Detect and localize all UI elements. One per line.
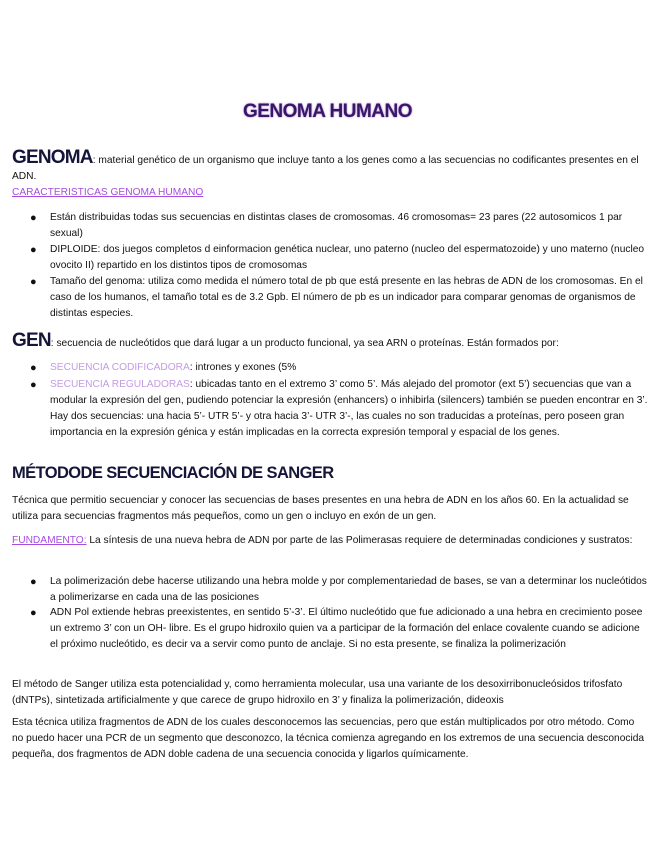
fundamento-text: La síntesis de una nueva hebra de ADN por parte de las Polimerasas requiere de determinadas condiciones y sustratos: bbox=[86, 535, 633, 546]
sanger-paragraph-2: El método de Sanger utiliza esta potencialidad y, como herramienta molecular, usa una variante de los desoxirribonucleósidos trifosfato (dNTPs), sintetizada artificialmente y que carece de grupo hidroxilo en 3’ y finaliza la polimerización, dideoxis bbox=[12, 679, 623, 706]
genoma-bullet-3 bbox=[30, 274, 648, 322]
bullet-icon: ● bbox=[30, 379, 37, 391]
bullet-icon: ● bbox=[30, 212, 37, 224]
genoma-term: GENOMA bbox=[12, 147, 93, 168]
sanger-paragraph-3: Esta técnica utiliza fragmentos de ADN de los cuales desconocemos las secuencias, pero que están multiplicados por otro método. Como no puedo hacer una PCR de un segmento que desconozco, la técnica comienza agregando en los extremos de una secuencia desconocida pequeña, dos fragmentos de ADN doble cadena de una secuencia conocida y ligarlos químicamente. bbox=[12, 717, 645, 760]
gen-term: GEN bbox=[12, 330, 51, 351]
genoma-definition-text: : material genético de un organismo que incluye tanto a los genes como a las secuencias no codificantes presentes en el ADN. bbox=[12, 155, 639, 182]
gen-definition-text: : secuencia de nucleótidos que dará lugar a un producto funcional, ya sea ARN o proteínas. Están formados por: bbox=[50, 338, 559, 349]
gen-bullet-label: SECUENCIA REGULADORAS bbox=[50, 379, 190, 390]
bullet-icon: ● bbox=[30, 576, 37, 588]
genoma-bullet-2 bbox=[30, 242, 648, 274]
sanger-bullet-1 bbox=[30, 574, 648, 606]
bullet-icon: ● bbox=[30, 362, 37, 374]
bullet-text: DIPLOIDE: dos juegos completos d einformacion genética nuclear, uno paterno (nucleo del espermatozoide) y uno materno (nucleo ovocito II) repartido en los distintos tipos de cromosomas bbox=[50, 244, 645, 271]
bullet-text: Están distribuidas todas sus secuencias en distintas clases de cromosomas. 46 cromosomas= 23 pares (22 autosomicos 1 par sexual) bbox=[50, 212, 623, 239]
sanger-bullet-2 bbox=[30, 605, 648, 653]
gen-bullet-2 bbox=[30, 377, 648, 441]
gen-bullet-label: SECUENCIA CODIFICADORA bbox=[50, 362, 190, 373]
caracteristicas-link[interactable]: CARACTERISTICAS GENOMA HUMANO bbox=[12, 187, 204, 198]
sanger-heading: MÉTODODE SECUENCIACIÓN DE SANGER bbox=[12, 464, 334, 482]
sanger-intro: Técnica que permitio secuenciar y conocer las secuencias de bases presentes en una hebra de ADN en los años 60. En la actualidad se utiliza para secuencias fragmentos más pequeños, como un gen o incluyo en exón de un gen. bbox=[12, 495, 629, 522]
fundamento-label: FUNDAMENTO: bbox=[12, 535, 87, 546]
genoma-definition bbox=[12, 147, 648, 185]
page-title: GENOMA HUMANO bbox=[242, 101, 413, 122]
genoma-bullet-1 bbox=[30, 210, 648, 242]
bullet-text: Tamaño del genoma: utiliza como medida el número total de pb que está presente en las hebras de ADN de los cromosomas. En el caso de los humanos, el tamaño total es de 3.2 Gpb. El número de pb es un indicador para comparar genomas de organismos de distintas especies. bbox=[50, 276, 643, 319]
bullet-text: : intrones y exones (5% bbox=[189, 362, 297, 373]
bullet-text: La polimerización debe hacerse utilizando una hebra molde y por complementariedad de bases, se van a determinar los nucleótidos a polimerizarse en cada una de las posiciones bbox=[50, 576, 647, 603]
bullet-icon: ● bbox=[30, 607, 37, 619]
bullet-text: ADN Pol extiende hebras preexistentes, en sentido 5’-3’. El último nucleótido que fue adicionado a una hebra en crecimiento posee un extremo 3’ con un OH- libre. Es el grupo hidroxilo quien va a participar de la formación del enlace covalente cuando se adicione el próximo nucleótido, es decir va a servir como punto de anclaje. Si no esta presente, se finaliza la polimerización bbox=[50, 607, 643, 650]
bullet-icon: ● bbox=[30, 276, 37, 288]
gen-bullet-1 bbox=[30, 360, 648, 376]
bullet-icon: ● bbox=[30, 244, 37, 256]
gen-definition bbox=[12, 330, 648, 352]
fundamento-paragraph bbox=[12, 533, 648, 549]
bullet-text: : ubicadas tanto en el extremo 3’ como 5’. Más alejado del promotor (ext 5’) secuencias que van a modular la expresión del gen, pudiendo potenciar la expresión (enhancers) o inhibirla (silencers) también se pueden encontrar en 3’. Hay dos secuencias: una hacia 5’- UTR 5’- y otra hacia 3’- UTR 3’-, las cuales no son traducidas a proteínas, pero poseen gran importancia en la expresión génica y están implicadas en la correcta expresión temporal y espacial de los genes. bbox=[50, 379, 648, 438]
